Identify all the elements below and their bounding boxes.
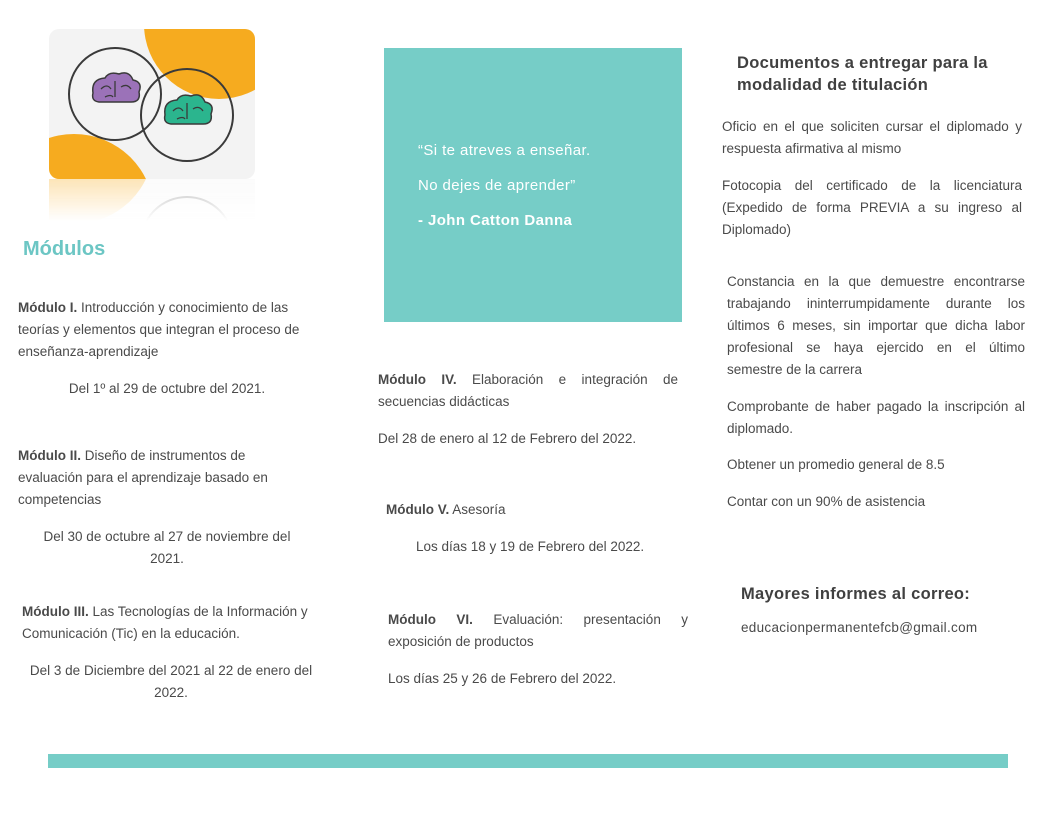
module-1-label: Módulo I. [18,300,78,315]
document-item-3: Constancia en la que demuestre encontrarse trabajando ininterrumpidamente durante los últimos 6 meses, sin importar que dicha labor profesional se haya ejercido en el último semestre de la carrera [727,274,1025,377]
module-1-dates: Del 1º al 29 de octubre del 2021. [68,381,266,396]
module-4-description: Módulo IV. Elaboración e integración de secuencias didácticas [378,372,678,409]
document-item-2: Fotocopia del certificado de la licenciatura (Expedido de forma PREVIA a su ingreso al Diplomado) [722,178,1022,237]
module-2-label: Módulo II. [18,448,81,463]
quote-line-2: No dejes de aprender” [418,177,576,194]
module-5-description: Módulo V. Asesoría [386,502,506,517]
module-1-description: Módulo I. Introducción y conocimiento de las teorías y elementos que integran el proceso de enseñanza-aprendizaje [18,300,300,359]
module-3-label: Módulo III. [22,604,89,619]
logo-reflection [49,179,255,221]
document-item-1: Oficio en el que soliciten cursar el diplomado y respuesta afirmativa al mismo [722,119,1022,156]
module-2-description: Módulo II. Diseño de instrumentos de evaluación para el aprendizaje basado en competencias [18,448,268,507]
module-6-label: Módulo VI. [388,612,473,627]
logo-card [49,29,255,179]
document-item-4: Comprobante de haber pagado la inscripción al diplomado. [727,399,1025,436]
module-3-description: Módulo III. Las Tecnologías de la Información y Comunicación (Tic) en la educación. [22,604,308,641]
module-6-description: Módulo VI. Evaluación: presentación y exposición de productos [388,612,688,649]
modulos-title: Módulos [23,238,106,260]
contact-email: educacionpermanentefcb@gmail.com [741,620,978,635]
brain-green-icon [165,95,213,124]
document-item-6: Contar con un 90% de asistencia [727,494,926,509]
module-5-label: Módulo V. [386,502,450,517]
quote-author: - John Catton Danna [418,212,573,229]
quote-line-1: “Si te atreves a enseñar. [418,142,591,159]
documents-title: Documentos a entregar para la modalidad de titulación [737,54,988,94]
document-item-5: Obtener un promedio general de 8.5 [727,457,945,472]
module-3-dates: Del 3 de Diciembre del 2021 al 22 de enero del 2022. [29,663,313,700]
module-4-label: Módulo IV. [378,372,457,387]
module-2-dates: Del 30 de octubre al 27 de noviembre del 2021. [43,529,291,566]
info-title: Mayores informes al correo: [741,585,971,603]
module-6-dates: Los días 25 y 26 de Febrero del 2022. [388,671,617,686]
brain-purple-icon [93,73,141,102]
logo-graphic [49,29,255,179]
module-4-dates: Del 28 de enero al 12 de Febrero del 2022. [378,431,637,446]
footer-bar [48,754,1008,768]
module-5-dates: Los días 18 y 19 de Febrero del 2022. [416,539,645,554]
